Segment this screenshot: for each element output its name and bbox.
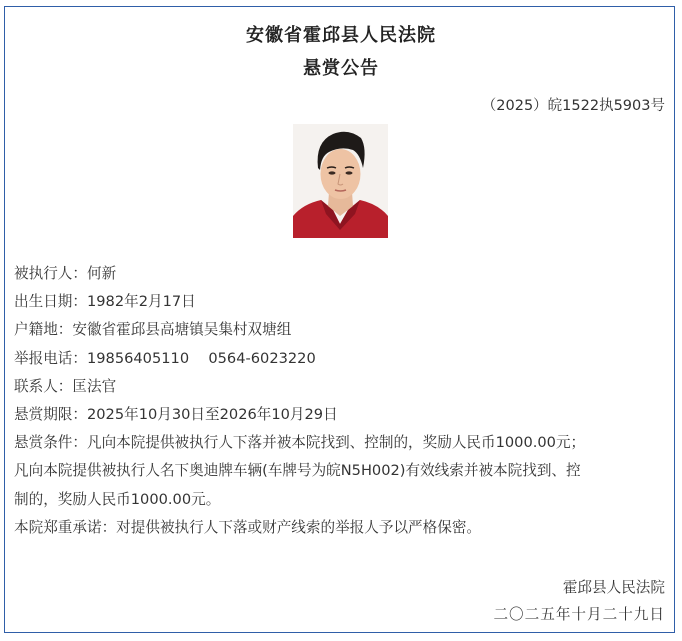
- confidentiality-line: 本院郑重承诺：对提供被执行人下落或财产线索的举报人予以严格保密。: [14, 518, 482, 536]
- case-number: （2025）皖1522执5903号: [481, 98, 665, 114]
- notice-body: [14, 264, 674, 546]
- signature-date: 二〇二五年十月二十九日: [493, 606, 665, 623]
- person-subject-line: 被执行人：何新: [14, 265, 117, 282]
- person-photo-icon: [293, 124, 388, 238]
- court-title: 安徽省霍邱县人民法院: [246, 25, 436, 46]
- reward-period-line: 悬赏期限：2025年10月30日至2026年10月29日: [14, 405, 338, 423]
- signature-court: 霍邱县人民法院: [562, 579, 665, 596]
- contact-line: 联系人：匡法官: [14, 377, 117, 395]
- reward-conditions-line-3: 制的，奖励人民币1000.00元。: [14, 490, 221, 508]
- reward-conditions-line-1: 悬赏条件：凡向本院提供被执行人下落并被本院找到、控制的，奖励人民币1000.00元；: [14, 434, 586, 452]
- domicile-line: 户籍地：安徽省霍邱县高塘镇吴集村双塘组: [14, 321, 292, 339]
- report-phone-line: 举报电话：19856405110 0564-6023220: [14, 349, 316, 367]
- birth-date-line: 出生日期：1982年2月17日: [14, 293, 196, 311]
- person-photo: [293, 124, 388, 238]
- reward-conditions-line-2: 凡向本院提供被执行人名下奥迪牌车辆(车牌号为皖N5H002)有效线索并被本院找到、控: [14, 462, 581, 480]
- notice-title: 悬赏公告: [303, 58, 379, 79]
